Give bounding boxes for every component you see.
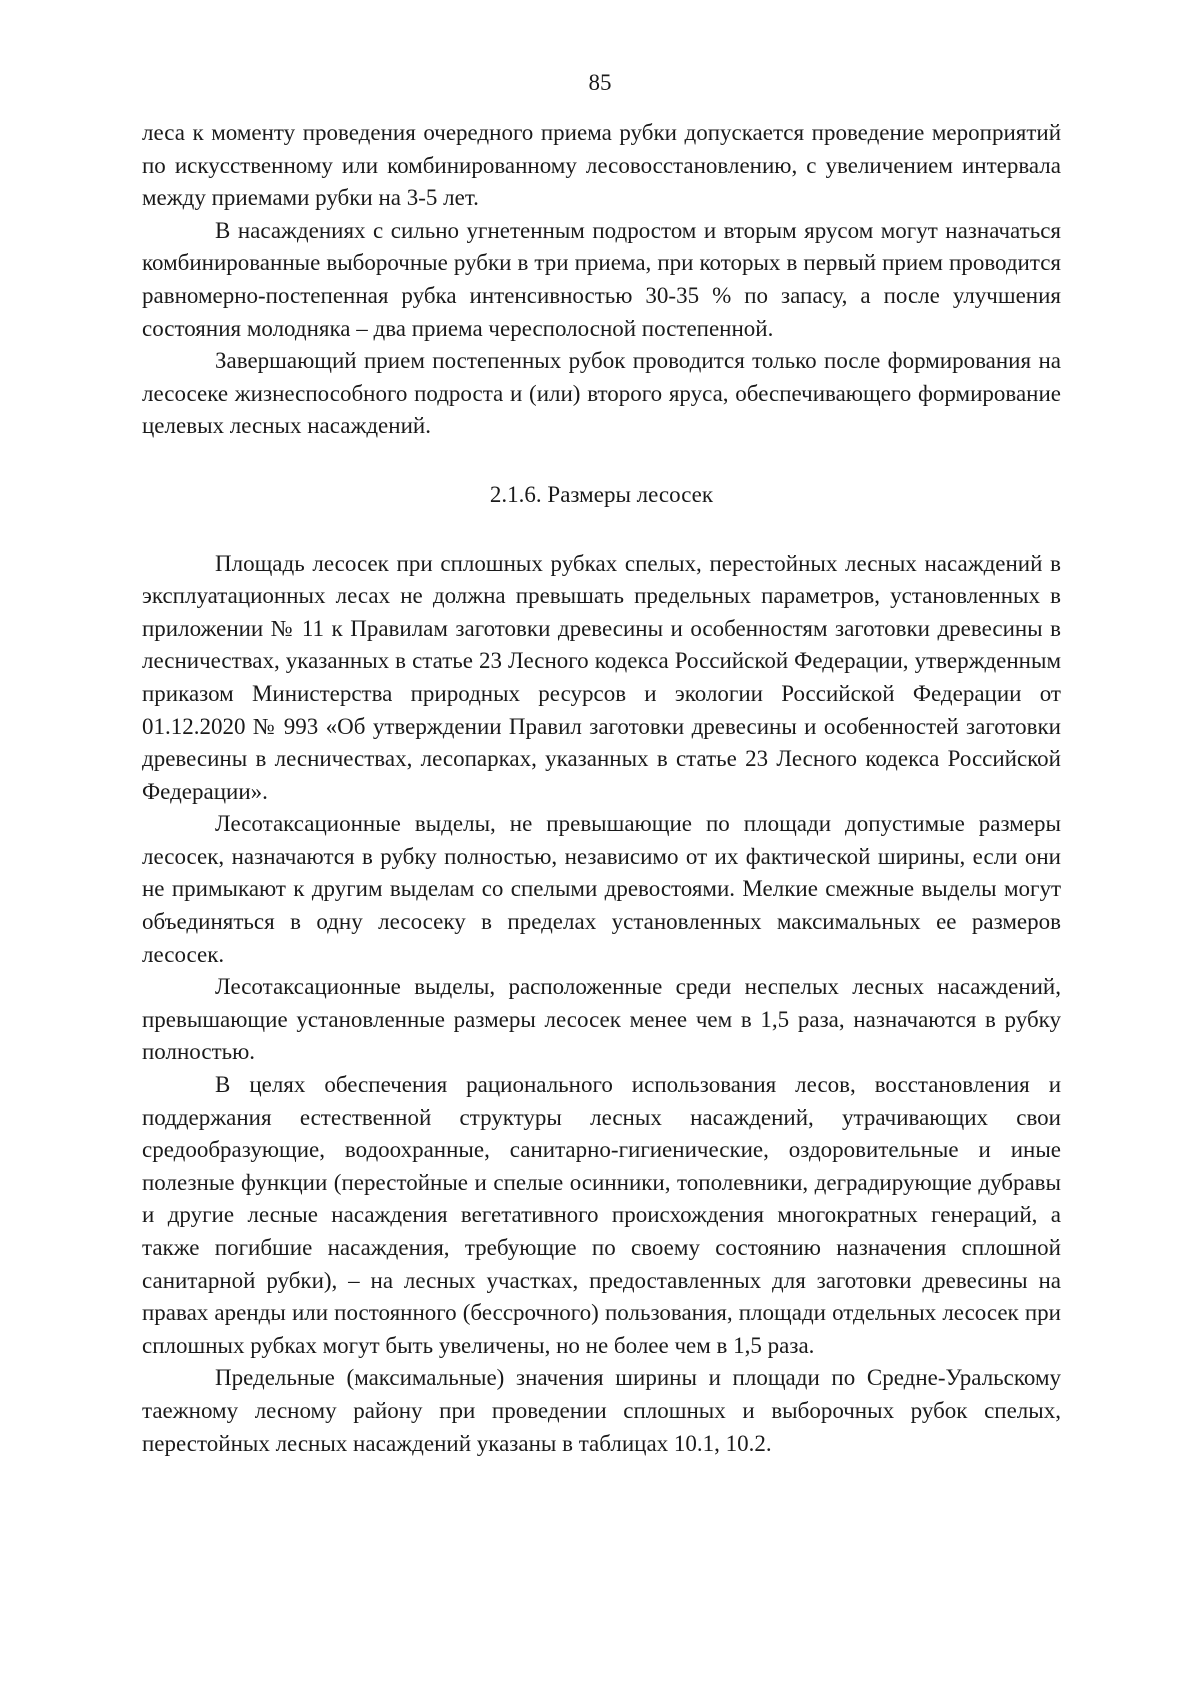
paragraph-cutting-area-size: Площадь лесосек при сплошных рубках спелых, перестойных лесных насаждений в эксплуатационных лесах не должна превышать предельных параметров, установленных в приложении № 11 к Правилам заготовки древесины и особенностям заготовки древесины в лесничествах, указанных в статье 23 Лесного кодекса Российской Федерации, утвержденным приказом Министерства природных ресурсов и экологии Российской Федерации от 01.12.2020 № 993 «Об утверждении Правил заготовки древесины и особенностей заготовки древесины в лесничествах, лесопарках, указанных в статье 23 Лесного кодекса Российской Федерации». <box>142 550 1061 804</box>
paragraph-rational-use: В целях обеспечения рационального использования лесов, восстановления и поддержания естественной структуры лесных насаждений, утрачивающих свои средообразующие, водоохранные, санитарно-гигиенические, оздоровительные и иные полезные функции (перестойные и спелые осинники, тополевники, деградирующие дубравы и другие лесные насаждения вегетативного происхождения многократных генераций, а также погибшие насаждения, требующие по своему состоянию назначения сплошной санитарной рубки), – на лесных участках, предоставленных для заготовки древесины на правах аренды или постоянного (бессрочного) пользования, площади отдельных лесосек при сплошных рубках могут быть увеличены, но не более чем в 1,5 раза. <box>142 1072 1061 1358</box>
section-heading: 2.1.6. Размеры лесосек <box>489 481 714 507</box>
paragraph-final-cutting: Завершающий прием постепенных рубок проводится только после формирования на лесосеке жизнеспособного подроста и (или) второго яруса, обеспечивающего формирование целевых лесных насаждений. <box>142 348 1061 439</box>
paragraph-combined-cuttings: В насаждениях с сильно угнетенным подростом и вторым ярусом могут назначаться комбинированные выборочные рубки в три приема, при которых в первый прием проводится равномерно-постепенная рубка интенсивностью 30-35 % по запасу, а после улучшения состояния молодняка – два приема чересполосной постепенной. <box>142 217 1061 341</box>
paragraph-taxation-units: Лесотаксационные выделы, не превышающие по площади допустимые размеры лесосек, назначаются в рубку полностью, независимо от их фактической ширины, если они не примыкают к другим выделам со спелыми древостоями. Мелкие смежные выделы могут объединяться в одну лесосеку в пределах установленных максимальных ее размеров лесосек. <box>142 811 1061 967</box>
paragraph-limit-values: Предельные (максимальные) значения ширины и площади по Средне-Уральскому таежному лесному району при проведении сплошных и выборочных рубок спелых, перестойных лесных насаждений указаны в таблицах 10.1, 10.2. <box>142 1365 1061 1456</box>
paragraph-continuation: леса к моменту проведения очередного приема рубки допускается проведение мероприятий по искусственному или комбинированному лесовосстановлению, с увеличением интервала между приемами рубки на 3-5 лет. <box>142 120 1061 211</box>
paragraph-immature-stands: Лесотаксационные выделы, расположенные среди неспелых лесных насаждений, превышающие установленные размеры лесосек менее чем в 1,5 раза, назначаются в рубку полностью. <box>142 974 1061 1065</box>
page-number: 85 <box>588 70 612 95</box>
page-content <box>142 117 1061 1460</box>
